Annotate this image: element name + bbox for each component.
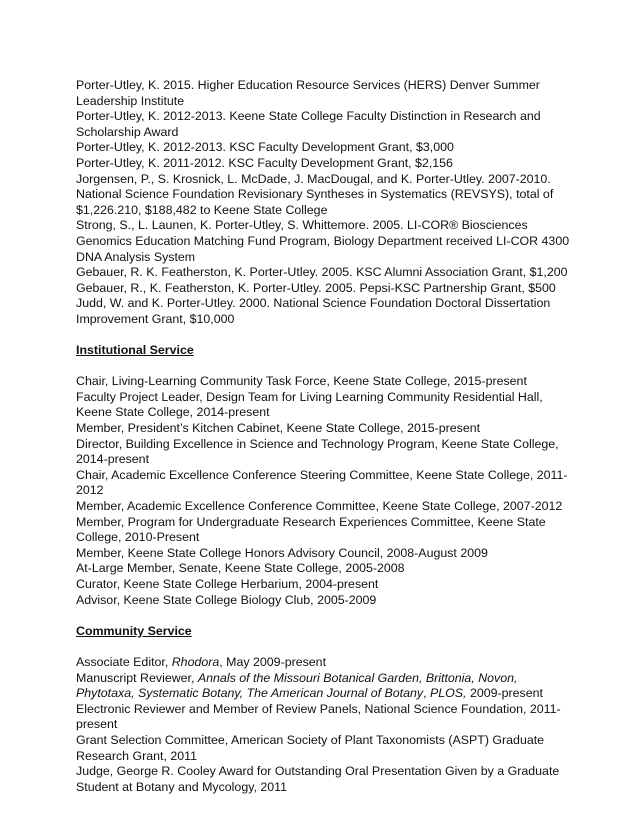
service-entry: Curator, Keene State College Herbarium, 2004-present: [76, 577, 379, 591]
grant-entry: Porter-Utley, K. 2012-2013. KSC Faculty Development Grant, $3,000: [76, 140, 454, 155]
service-entry: Member, Keene State College Honors Advisory Council, 2008-August 2009: [76, 545, 488, 560]
spacer: [76, 608, 576, 624]
service-entry: Member, President’s Kitchen Cabinet, Keene State College, 2015-present: [76, 421, 481, 436]
reviewer-journals: Annals of the Missouri Botanical Garden, Brittonia, Novon, Phytotaxa, Systematic Botany, The American Journal of Botany: [76, 670, 518, 701]
grant-entry: Porter-Utley, K. 2011-2012. KSC Faculty Development Grant, $2,156: [76, 155, 453, 170]
spacer: [76, 359, 576, 375]
service-entry: At-Large Member, Senate, Keene State College, 2005-2008: [76, 561, 405, 576]
community-entry: Judge, George R. Cooley Award for Outstanding Oral Presentation Given by a Graduate Student at Botany and Mycology, 2011: [76, 764, 560, 794]
grant-entry: Porter-Utley, K. 2015. Higher Education Resource Services (HERS) Denver Summer Leadership Institute: [76, 78, 540, 108]
grant-entry: Judd, W. and K. Porter-Utley. 2000. National Science Foundation Doctoral Dissertation Improvement Grant, $10,000: [76, 296, 551, 326]
editor-journal: Rhodora: [171, 654, 220, 669]
grants-list: [76, 78, 576, 328]
reviewer-middle: ,: [423, 686, 430, 701]
grant-entry: Porter-Utley, K. 2012-2013. Keene State College Faculty Distinction in Research and Scholarship Award: [76, 109, 541, 139]
reviewer-prefix: Manuscript Reviewer,: [76, 670, 198, 685]
grant-entry: Jorgensen, P., S. Krosnick, L. McDade, J. MacDougal, and K. Porter-Utley. 2007-2010. National Science Foundation Revisionary Syntheses in Systematics (REVSYS), total of $1,226.210, $188,482 to Keene State College: [76, 171, 554, 217]
community-entry: Grant Selection Committee, American Society of Plant Taxonomists (ASPT) Graduate Research Grant, 2011: [76, 732, 545, 763]
community-service-list: [76, 655, 576, 795]
service-entry: Chair, Living-Learning Community Task Force, Keene State College, 2015-present: [76, 374, 527, 389]
editor-prefix: Associate Editor,: [76, 654, 172, 669]
service-entry: Chair, Academic Excellence Conference Steering Committee, Keene State College, 2011-2012: [76, 467, 568, 498]
service-entry: Member, Program for Undergraduate Research Experiences Committee, Keene State College, 2010-Present: [76, 514, 546, 545]
community-entry: Electronic Reviewer and Member of Review Panels, National Science Foundation, 2011-present: [76, 701, 561, 732]
reviewer-suffix: 2009-present: [466, 686, 543, 701]
reviewer-plos: PLOS,: [430, 686, 467, 701]
grant-entry: Strong, S., L. Launen, K. Porter-Utley, S. Whittemore. 2005. LI-COR® Biosciences Genomics Education Matching Fund Program, Biology Department received LI-COR 4300 DNA Analysis System: [76, 218, 570, 264]
cv-page: [76, 78, 576, 795]
editor-entry: [76, 655, 576, 671]
spacer: [76, 639, 576, 655]
service-entry: Faculty Project Leader, Design Team for Living Learning Community Residential Hall, Keene State College, 2014-present: [76, 389, 543, 420]
service-entry: Director, Building Excellence in Science and Technology Program, Keene State College, 2014-present: [76, 436, 559, 467]
institutional-service-list: [76, 374, 576, 608]
service-entry: Member, Academic Excellence Conference Committee, Keene State College, 2007-2012: [76, 499, 563, 514]
editor-suffix: , May 2009-present: [219, 654, 327, 669]
reviewer-entry: [76, 671, 576, 702]
grant-entry: Gebauer, R. K. Featherston, K. Porter-Utley. 2005. KSC Alumni Association Grant, $1,200: [76, 265, 568, 280]
institutional-service-heading: Institutional Service: [76, 343, 194, 358]
community-service-heading: Community Service: [76, 623, 192, 638]
service-entry: Advisor, Keene State College Biology Club, 2005-2009: [76, 592, 377, 607]
grant-entry: Gebauer, R., K. Featherston, K. Porter-Utley. 2005. Pepsi-KSC Partnership Grant, $500: [76, 280, 556, 295]
spacer: [76, 328, 576, 344]
